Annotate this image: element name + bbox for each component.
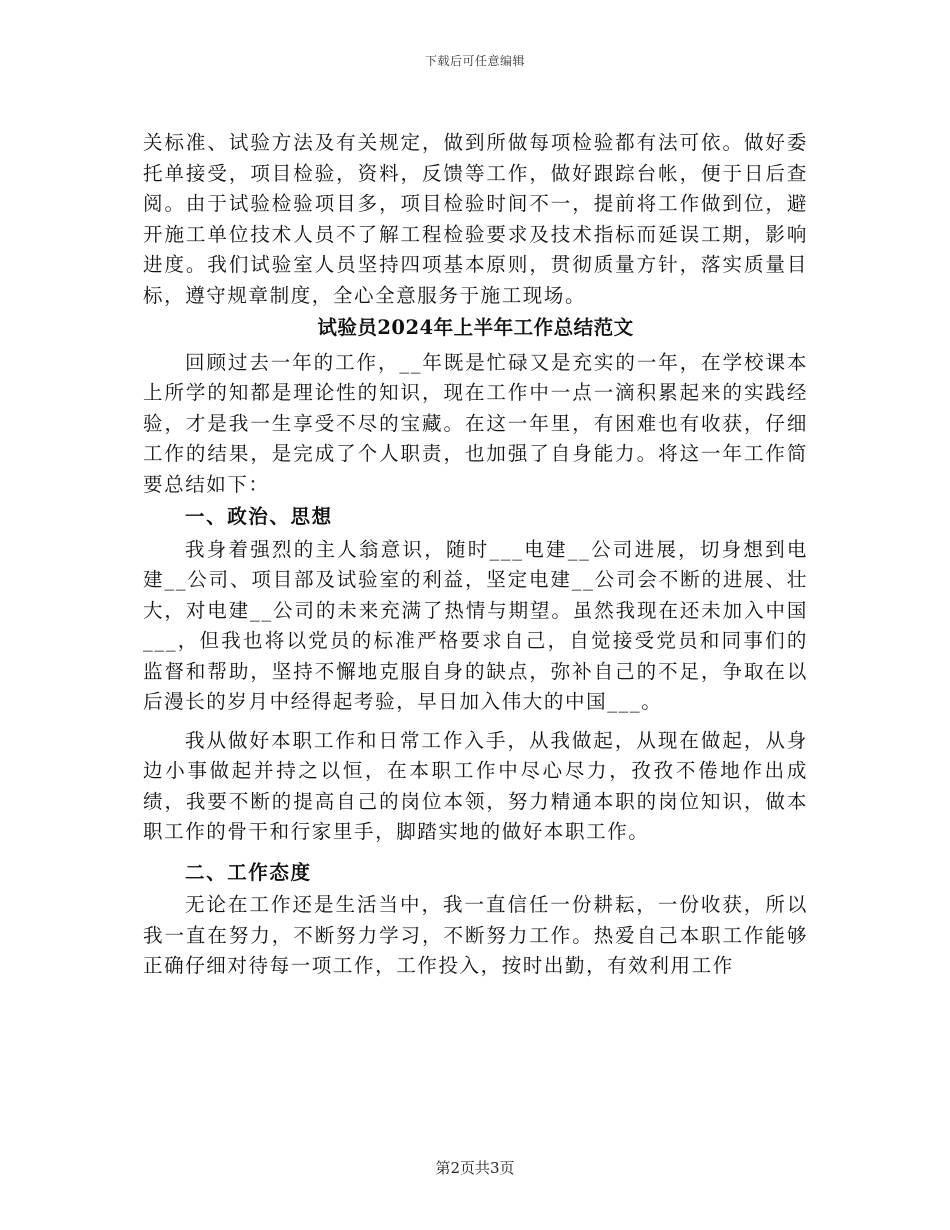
page-footer: 第2页共3页 (435, 1159, 515, 1177)
paragraph-duty: 我从做好本职工作和日常工作入手，从我做起，从现在做起，从身边小事做起并持之以恒，在本职工作中尽心尽力，孜孜不倦地作出成绩，我要不断的提高自己的岗位本领，努力精通本职的岗位知识，做本职工作的骨干和行家里手，脚踏实地的做好本职工作。 (143, 728, 808, 843)
heading-politics: 一、政治、思想 (185, 505, 333, 528)
paragraph-politics: 我身着强烈的主人翁意识，随时___电建__公司进展，切身想到电建__公司、项目部及试验室的利益，坚定电建__公司会不断的进展、壮大，对电建__公司的未来充满了热情与期望。虽然我现在还未加入中国___，但我也将以党员的标准严格要求自己，自觉接受党员和同事们的监督和帮助，坚持不懈地克服自身的缺点，弥补自己的不足，争取在以后漫长的岁月中经得起考验，早日加入伟大的中国___。 (143, 537, 808, 713)
section-title: 试验员2024年上半年工作总结范文 (317, 316, 634, 339)
page-header: 下载后可任意编辑 (424, 54, 525, 68)
document-body (143, 128, 808, 982)
paragraph-continued: 关标准、试验方法及有关规定，做到所做每项检验都有法可依。做好委托单接受，项目检验，资料，反馈等工作，做好跟踪台帐，便于日后查阅。由于试验检验项目多，项目检验时间不一，提前将工作做到位，避开施工单位技术人员不了解工程检验要求及技术指标而延误工期，影响进度。我们试验室人员坚持四项基本原则，贯彻质量方针，落实质量目标，遵守规章制度，全心全意服务于施工现场。 (143, 131, 808, 307)
paragraph-intro: 回顾过去一年的工作，__年既是忙碌又是充实的一年，在学校课本上所学的知都是理论性的知识，现在工作中一点一滴积累起来的实践经验，才是我一生享受不尽的宝藏。在这一年里，有困难也有收获，仔细工作的结果，是完成了个人职责，也加强了自身能力。将这一年工作简要总结如下： (143, 350, 808, 496)
paragraph-attitude: 无论在工作还是生活当中，我一直信任一份耕耘，一份收获，所以我一直在努力，不断努力学习，不断努力工作。热爱自己本职工作能够正确仔细对待每一项工作，工作投入，按时出勤，有效利用工作 (143, 893, 808, 977)
heading-attitude: 二、工作态度 (185, 860, 312, 884)
